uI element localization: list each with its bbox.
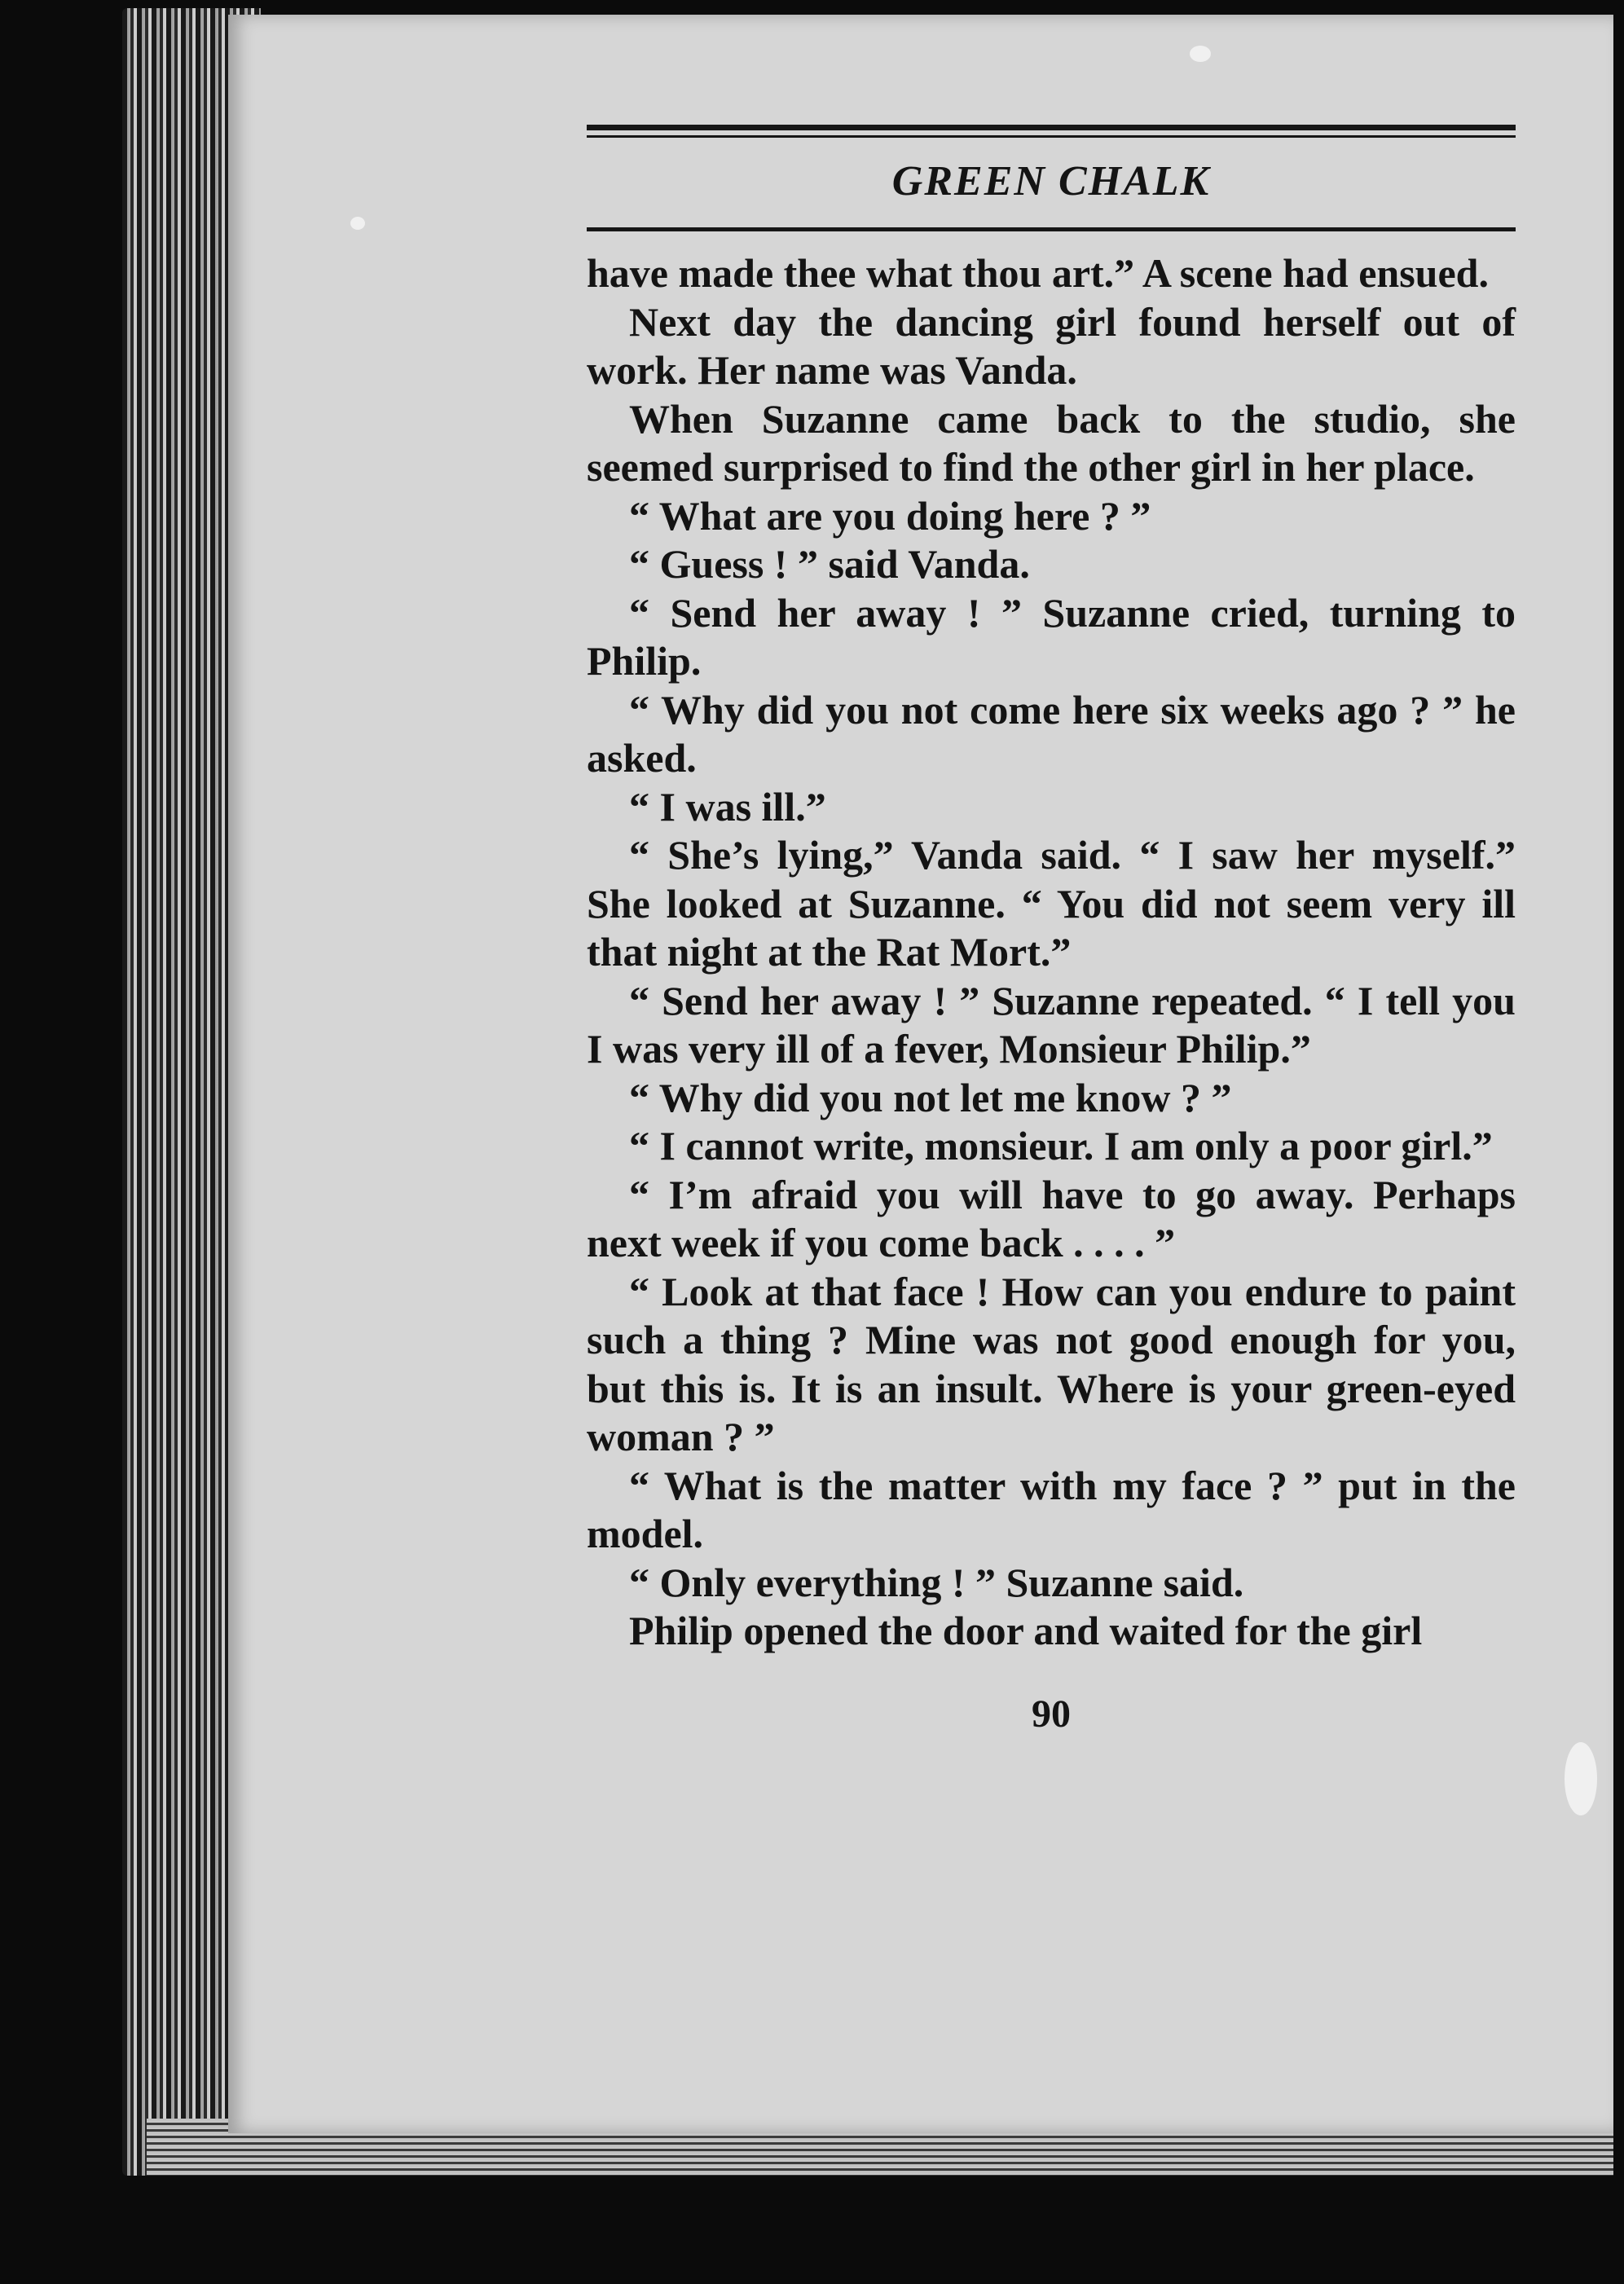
paragraph: “ Why did you not come here six weeks ago ? ” he asked. bbox=[587, 686, 1516, 781]
paragraph: Philip opened the door and waited for the girl bbox=[629, 1608, 1423, 1653]
paragraph: “ I’m afraid you will have to go away. Perhaps next week if you come back . . . . ” bbox=[587, 1171, 1516, 1265]
paragraph: When Suzanne came back to the studio, she seemed surprised to find the other girl in her place. bbox=[587, 395, 1516, 490]
paragraph: “ What are you doing here ? ” bbox=[629, 492, 1151, 539]
paragraph: “ Look at that face ! How can you endure to paint such a thing ? Mine was not good enough for you, but this is. It is an insult. Where is your green-eyed woman ? ” bbox=[587, 1268, 1516, 1459]
paragraph: “ Send her away ! ” Suzanne cried, turning to Philip. bbox=[587, 589, 1516, 684]
paragraph: have made thee what thou art.” A scene had ensued. bbox=[587, 250, 1489, 296]
book-page bbox=[228, 15, 1613, 2133]
body-text bbox=[587, 249, 1516, 1656]
header-rule-thin bbox=[587, 135, 1516, 138]
speck bbox=[1190, 46, 1211, 62]
paragraph: “ Guess ! ” said Vanda. bbox=[629, 541, 1030, 587]
paragraph: “ Only everything ! ” Suzanne said. bbox=[629, 1559, 1244, 1605]
running-head: GREEN CHALK bbox=[891, 158, 1211, 205]
paragraph: “ Send her away ! ” Suzanne repeated. “ I tell you I was very ill of a fever, Monsieur Philip.” bbox=[587, 977, 1516, 1072]
paragraph: “ I cannot write, monsieur. I am only a poor girl.” bbox=[629, 1123, 1493, 1168]
page-number: 90 bbox=[1032, 1692, 1071, 1736]
page-content bbox=[587, 125, 1516, 1736]
paragraph: “ She’s lying,” Vanda said. “ I saw her myself.” She looked at Suzanne. “ You did not seem very ill that night at the Rat Mort.” bbox=[587, 832, 1516, 975]
header-rule-under bbox=[587, 227, 1516, 231]
header-rule-thick bbox=[587, 125, 1516, 130]
paragraph: “ I was ill.” bbox=[629, 783, 826, 830]
paragraph: Next day the dancing girl found herself out of work. Her name was Vanda. bbox=[587, 298, 1516, 393]
paragraph: “ Why did you not let me know ? ” bbox=[629, 1074, 1232, 1120]
paragraph: “ What is the matter with my face ? ” put in the model. bbox=[587, 1462, 1516, 1556]
speck bbox=[350, 217, 365, 230]
speck bbox=[1565, 1742, 1597, 1815]
